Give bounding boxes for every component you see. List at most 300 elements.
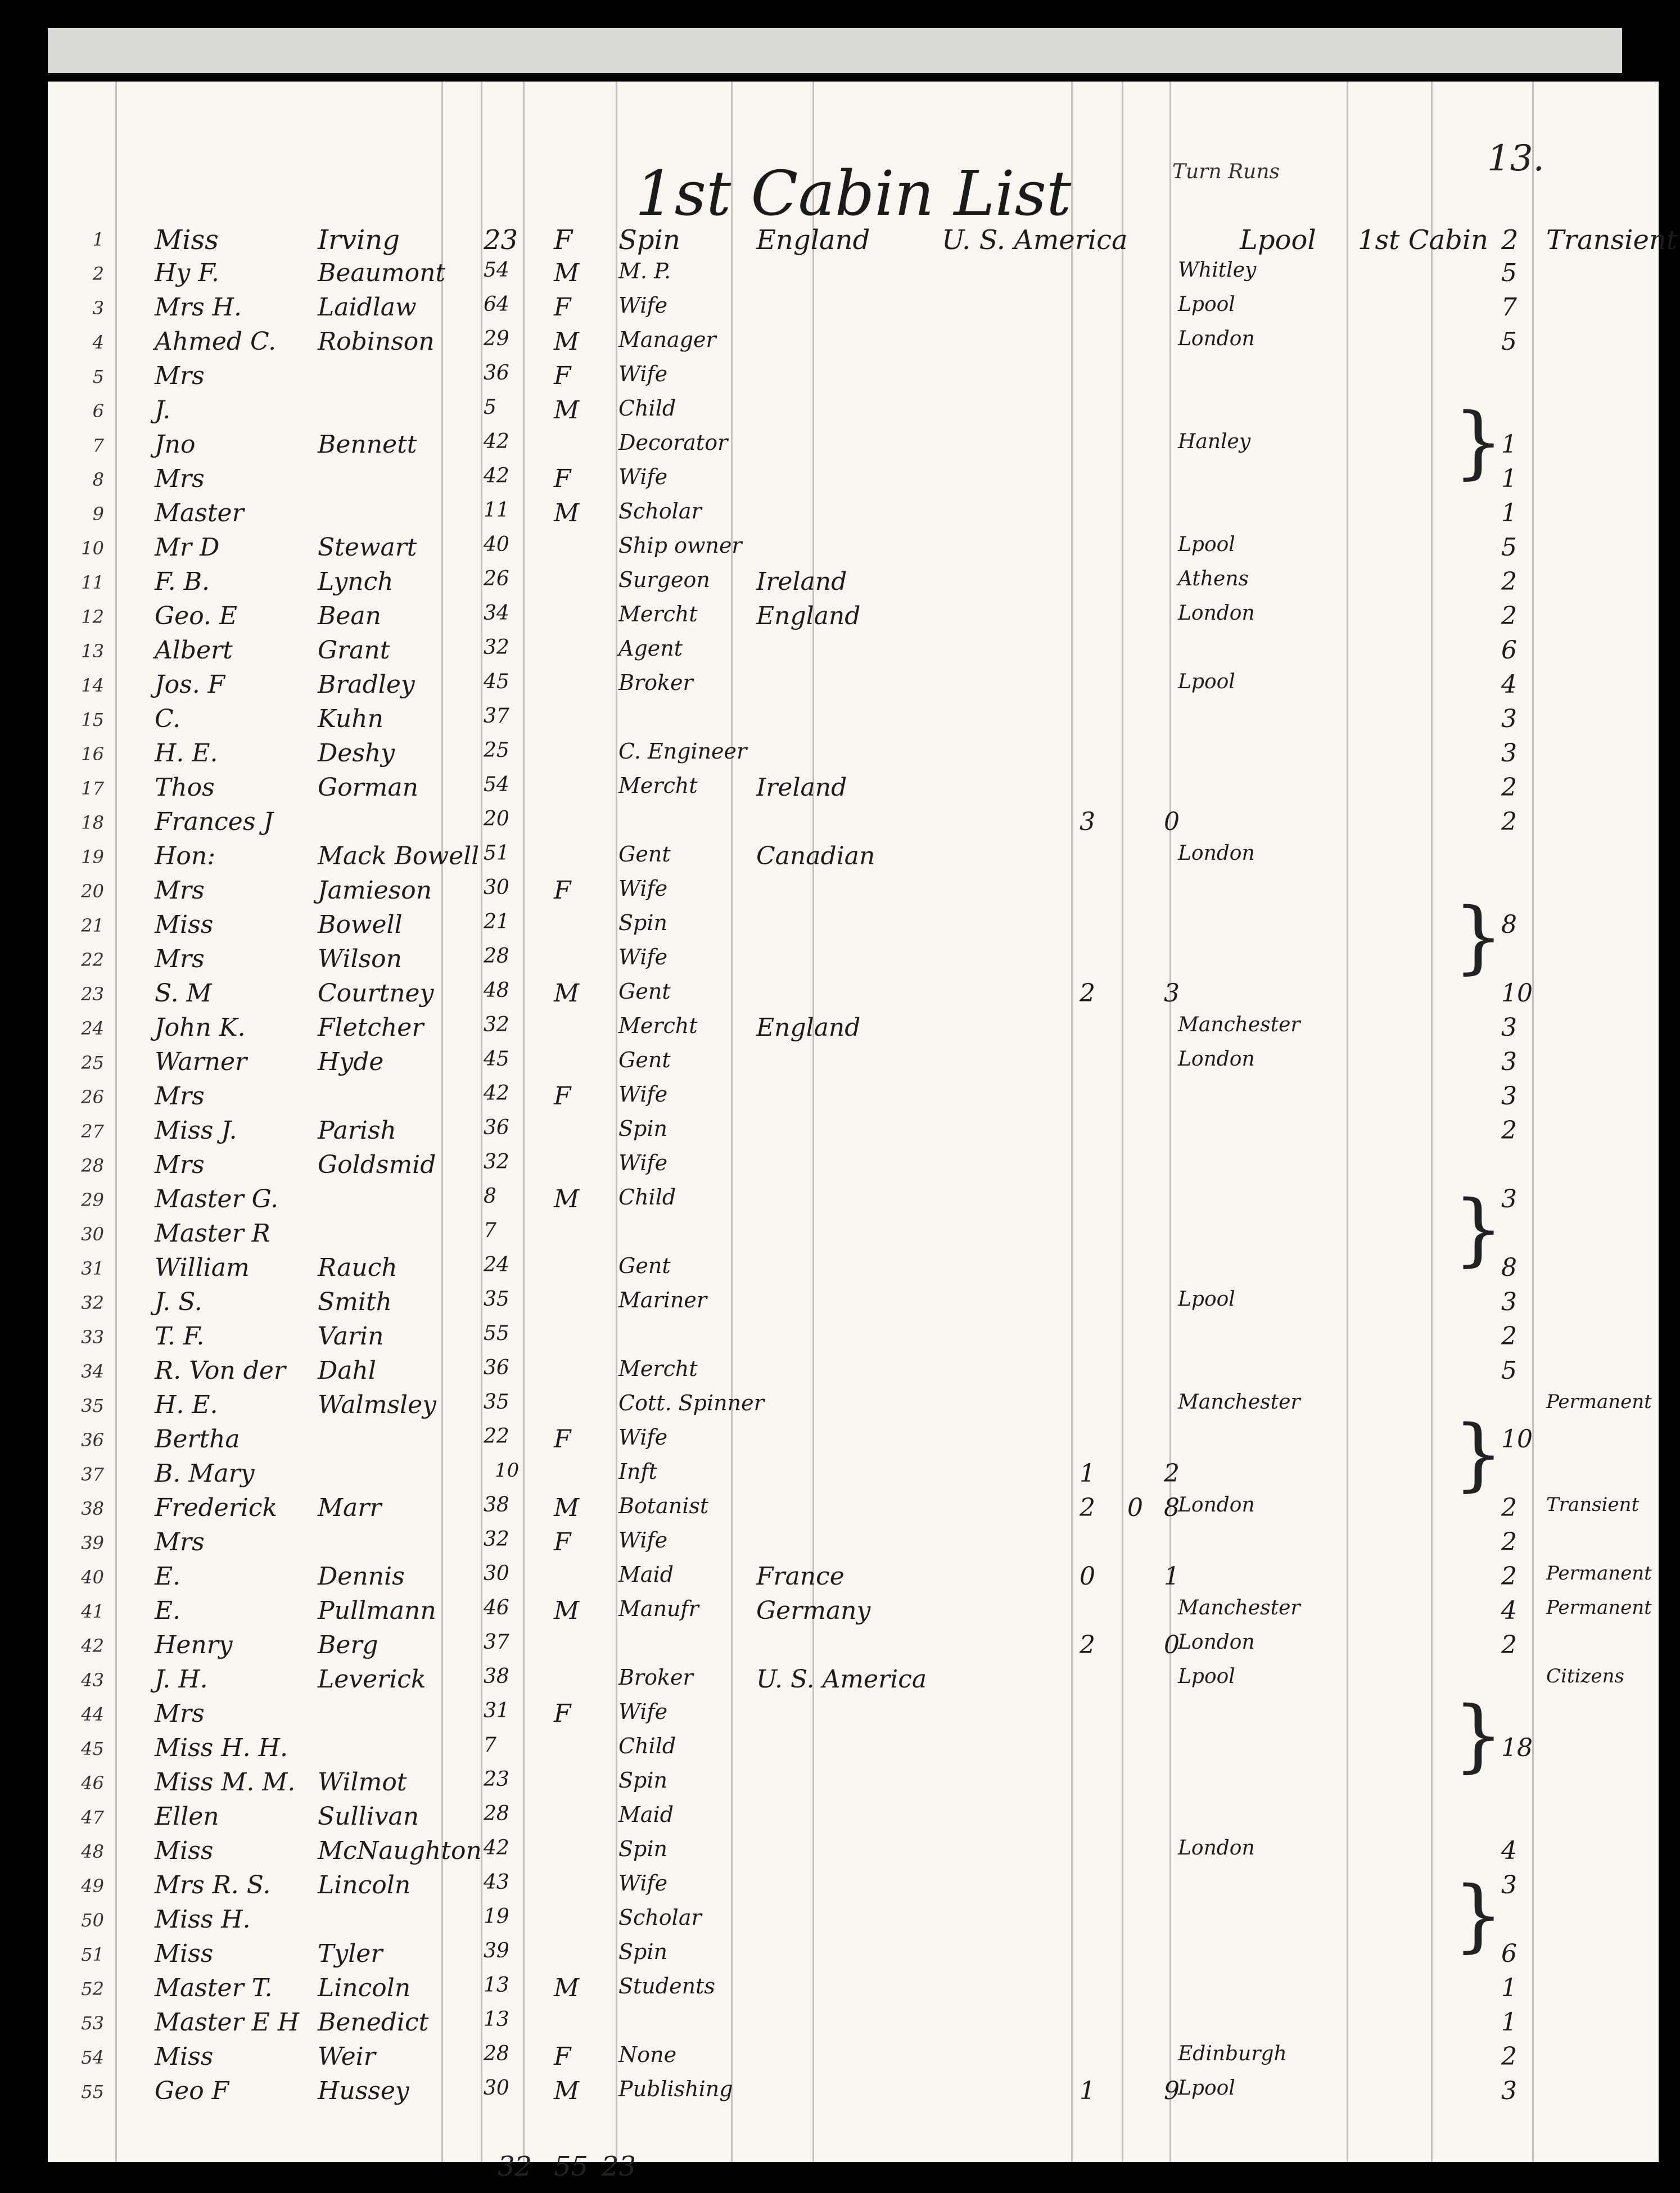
- manifest-row: [48, 1353, 1659, 1387]
- given-name: H. E.: [155, 1391, 218, 1419]
- surname: Dahl: [318, 1356, 376, 1385]
- bags: 6: [1501, 1939, 1517, 1968]
- sex: F: [554, 224, 573, 256]
- manifest-row: [48, 1833, 1659, 1867]
- surname: Stewart: [318, 533, 417, 562]
- row-number: 29: [81, 1189, 104, 1211]
- manifest-row: [48, 633, 1659, 667]
- row-number: 25: [81, 1052, 104, 1073]
- given-name: Miss: [155, 1836, 214, 1865]
- row-number: 30: [81, 1224, 104, 1245]
- bags: 5: [1501, 533, 1517, 562]
- age: 8: [484, 1185, 496, 1208]
- sex: F: [554, 1699, 571, 1728]
- given-name: Albert: [155, 636, 233, 665]
- occupation: Manager: [618, 327, 716, 352]
- given-name: Mrs: [155, 362, 205, 390]
- status: Transient: [1546, 224, 1678, 256]
- days-digit-1: 1: [1080, 1459, 1095, 1488]
- row-number: 13: [81, 640, 104, 662]
- row-number: 28: [81, 1155, 104, 1176]
- bags: 2: [1501, 1493, 1517, 1522]
- sex: M: [554, 1493, 580, 1522]
- port: London: [1178, 1048, 1255, 1071]
- manifest-row: [48, 392, 1659, 427]
- bags: 1: [1501, 2008, 1517, 2037]
- surname: Irving: [318, 224, 400, 256]
- occupation: Child: [618, 1185, 676, 1210]
- port: London: [1178, 842, 1255, 865]
- row-number: 24: [81, 1018, 104, 1039]
- occupation: Botanist: [618, 1493, 709, 1518]
- given-name: H. E.: [155, 739, 218, 768]
- age: 26: [484, 567, 509, 590]
- age: 24: [484, 1253, 509, 1276]
- manifest-row: [48, 1250, 1659, 1284]
- bags: 2: [1501, 1322, 1517, 1351]
- age: 36: [484, 362, 509, 385]
- sex: M: [554, 259, 580, 287]
- port: Athens: [1178, 567, 1249, 590]
- manifest-row: [48, 735, 1659, 770]
- days-digit-3: 8: [1164, 1493, 1180, 1522]
- manifest-row: [48, 221, 1678, 256]
- row-number: 8: [92, 469, 104, 490]
- brace-mark: }: [1453, 1690, 1504, 1781]
- country: Germany: [756, 1596, 871, 1625]
- occupation: Students: [618, 1974, 715, 1998]
- given-name: Mrs: [155, 1528, 205, 1556]
- port: Lpool: [1178, 2077, 1235, 2100]
- row-number: 36: [81, 1429, 104, 1451]
- row-number: 45: [81, 1738, 104, 1759]
- row-number: 49: [81, 1875, 104, 1897]
- given-name: Bertha: [155, 1425, 240, 1454]
- surname: McNaughton: [318, 1836, 482, 1865]
- surname: Kuhn: [318, 705, 383, 733]
- occupation: Scholar: [618, 1905, 702, 1930]
- row-number: 31: [81, 1258, 104, 1279]
- bags: 3: [1501, 2077, 1517, 2105]
- given-name: Mrs: [155, 1150, 205, 1179]
- bags: 10: [1501, 979, 1533, 1008]
- manifest-row: [48, 907, 1659, 941]
- occupation: Wife: [618, 1150, 668, 1175]
- top-note: Turn Runs: [1172, 160, 1280, 183]
- port: Lpool: [1178, 1665, 1235, 1688]
- given-name: Mrs R. S.: [155, 1871, 271, 1899]
- given-name: Mrs H.: [155, 293, 242, 322]
- manifest-row: [48, 1147, 1659, 1181]
- given-name: Mrs: [155, 464, 205, 493]
- given-name: E.: [155, 1562, 181, 1591]
- sex: F: [554, 464, 571, 493]
- age: 13: [484, 2008, 509, 2031]
- row-number: 39: [81, 1532, 104, 1554]
- row-number: 27: [81, 1121, 104, 1142]
- bags: 2: [1501, 1631, 1517, 1659]
- manifest-row: [48, 804, 1659, 838]
- given-name: Jno: [155, 430, 196, 459]
- surname: Varin: [318, 1322, 384, 1351]
- occupation: Spin: [618, 1939, 667, 1964]
- sex: M: [554, 2077, 580, 2105]
- given-name: J. H.: [155, 1665, 208, 1694]
- age: 28: [484, 1802, 509, 1825]
- country: England: [756, 602, 861, 630]
- manifest-row: [48, 598, 1659, 633]
- occupation: Broker: [618, 1665, 693, 1690]
- bags: 4: [1501, 670, 1517, 699]
- manifest-row: [48, 1867, 1659, 1902]
- age: 42: [484, 1082, 509, 1105]
- surname: Deshy: [318, 739, 395, 768]
- status: Permanent: [1546, 1596, 1652, 1619]
- age: 23: [484, 1768, 509, 1791]
- sex: F: [554, 293, 571, 322]
- manifest-row: [48, 1010, 1659, 1044]
- age: 32: [484, 1150, 509, 1174]
- age: 40: [484, 533, 509, 556]
- manifest-row: [48, 427, 1659, 461]
- row-number: 14: [81, 675, 104, 696]
- manifest-row: [48, 701, 1659, 735]
- bags: 3: [1501, 739, 1517, 768]
- row-number: 15: [81, 709, 104, 730]
- occupation: Decorator: [618, 430, 728, 455]
- given-name: Thos: [155, 773, 215, 802]
- manifest-row: [48, 461, 1659, 495]
- age: 11: [484, 499, 509, 522]
- brace-mark: }: [1453, 891, 1504, 983]
- occupation: Mercht: [618, 773, 698, 798]
- bags: 8: [1501, 910, 1517, 939]
- age: 48: [484, 979, 509, 1002]
- given-name: R. Von der: [155, 1356, 286, 1385]
- row-number: 54: [81, 2047, 104, 2068]
- status: Permanent: [1546, 1562, 1652, 1585]
- given-name: Ahmed C.: [155, 327, 277, 356]
- given-name: T. F.: [155, 1322, 205, 1351]
- bags: 8: [1501, 1253, 1517, 1282]
- manifest-row: [48, 324, 1659, 358]
- given-name: S. M: [155, 979, 212, 1008]
- sex: F: [554, 1528, 571, 1556]
- occupation: Wife: [618, 293, 668, 318]
- manifest-row: [48, 564, 1659, 598]
- bags: 4: [1501, 1596, 1517, 1625]
- port: Manchester: [1178, 1596, 1300, 1619]
- status: Permanent: [1546, 1391, 1652, 1413]
- occupation: Wife: [618, 1425, 668, 1450]
- age: 30: [484, 2077, 509, 2100]
- surname: Lincoln: [318, 1871, 411, 1899]
- given-name: Geo F: [155, 2077, 229, 2105]
- sex: M: [554, 327, 580, 356]
- row-number: 41: [81, 1601, 104, 1622]
- row-number: 22: [81, 949, 104, 971]
- given-name: Warner: [155, 1048, 247, 1076]
- occupation: Maid: [618, 1562, 674, 1587]
- age: 31: [484, 1699, 509, 1722]
- row-number: 48: [81, 1841, 104, 1862]
- port: Manchester: [1178, 1013, 1300, 1036]
- occupation: Spin: [618, 1836, 667, 1861]
- row-number: 2: [92, 263, 104, 285]
- surname: Goldsmid: [318, 1150, 436, 1179]
- manifest-row: [48, 1970, 1659, 2005]
- occupation: Mercht: [618, 1356, 698, 1381]
- sex: M: [554, 1974, 580, 2002]
- port: Lpool: [1178, 670, 1235, 693]
- bags: 2: [1501, 1116, 1517, 1145]
- ledger-page: [48, 82, 1678, 2182]
- manifest-row: [48, 1216, 1659, 1250]
- age: 19: [484, 1905, 509, 1928]
- occupation: Spin: [618, 1768, 667, 1793]
- bags: 3: [1501, 1288, 1517, 1316]
- age: 28: [484, 2042, 509, 2065]
- given-name: Miss: [155, 224, 219, 256]
- given-name: Master R: [155, 1219, 270, 1248]
- surname: Parish: [318, 1116, 396, 1145]
- occupation: Ship owner: [618, 533, 742, 558]
- surname: Walmsley: [318, 1391, 436, 1419]
- surname: Hussey: [318, 2077, 409, 2105]
- bags: 2: [1501, 1528, 1517, 1556]
- days-digit-3: 1: [1164, 1562, 1180, 1591]
- age: 20: [484, 807, 509, 831]
- row-number: 7: [92, 435, 104, 456]
- port: London: [1178, 1631, 1255, 1654]
- bags: 3: [1501, 1185, 1517, 1213]
- bags: 3: [1501, 1871, 1517, 1899]
- occupation: Maid: [618, 1802, 674, 1827]
- surname: Bowell: [318, 910, 403, 939]
- bags: 10: [1501, 1425, 1533, 1454]
- total-a: 32: [498, 2151, 532, 2182]
- surname: Rauch: [318, 1253, 398, 1282]
- surname: Lincoln: [318, 1974, 411, 2002]
- age: 5: [484, 396, 496, 419]
- row-number: 34: [81, 1361, 104, 1382]
- days-digit-1: 1: [1080, 2077, 1095, 2105]
- given-name: Mrs: [155, 876, 205, 905]
- surname: Bradley: [318, 670, 415, 699]
- row-number: 38: [81, 1498, 104, 1519]
- manifest-row: [48, 1387, 1659, 1422]
- age: 35: [484, 1391, 509, 1414]
- occupation: Mercht: [618, 1013, 698, 1038]
- port: Whitley: [1178, 259, 1257, 282]
- brace-mark: }: [1453, 396, 1504, 488]
- occupation: Mariner: [618, 1288, 707, 1312]
- bags: 5: [1501, 259, 1517, 287]
- manifest-row: [48, 1559, 1659, 1593]
- days-digit-1: 2: [1080, 1493, 1095, 1522]
- days-digit-1: 2: [1080, 1631, 1095, 1659]
- occupation: Scholar: [618, 499, 702, 524]
- row-number: 26: [81, 1086, 104, 1108]
- given-name: F. B.: [155, 567, 210, 596]
- given-name: C.: [155, 705, 181, 733]
- manifest-row: [48, 1524, 1659, 1559]
- manifest-row: [48, 1627, 1659, 1662]
- age: 21: [484, 910, 509, 933]
- manifest-row: [48, 1422, 1659, 1456]
- surname: Marr: [318, 1493, 382, 1522]
- age: 7: [484, 1219, 496, 1242]
- manifest-row: [48, 1284, 1659, 1319]
- given-name: John K.: [155, 1013, 246, 1042]
- row-number: 37: [81, 1464, 104, 1485]
- surname: Sullivan: [318, 1802, 419, 1831]
- occupation: M. P.: [618, 259, 671, 283]
- age: 37: [484, 1631, 509, 1654]
- sex: F: [554, 2042, 571, 2071]
- occupation: Spin: [618, 1116, 667, 1141]
- age: 64: [484, 293, 509, 316]
- age: 45: [484, 670, 509, 693]
- bags: 5: [1501, 1356, 1517, 1385]
- given-name: E.: [155, 1596, 181, 1625]
- manifest-rows: [48, 221, 1678, 2108]
- surname: Wilmot: [318, 1768, 407, 1797]
- given-name: Henry: [155, 1631, 233, 1659]
- row-number: 52: [81, 1978, 104, 2000]
- port: Manchester: [1178, 1391, 1300, 1414]
- given-name: Miss H. H.: [155, 1734, 288, 1762]
- occupation: Child: [618, 1734, 676, 1758]
- given-name: Miss: [155, 2042, 214, 2071]
- occupation: Surgeon: [618, 567, 710, 592]
- row-number: 16: [81, 743, 104, 765]
- manifest-row: [48, 1936, 1659, 1970]
- age: 30: [484, 876, 509, 899]
- manifest-row: [48, 1902, 1659, 1936]
- manifest-row: [48, 2039, 1659, 2073]
- sex: F: [554, 362, 571, 390]
- occupation: C. Engineer: [618, 739, 747, 764]
- occupation: None: [618, 2042, 677, 2067]
- age: 39: [484, 1939, 509, 1962]
- bags: 3: [1501, 1048, 1517, 1076]
- age: 25: [484, 739, 509, 762]
- sex: M: [554, 1596, 580, 1625]
- occupation: Gent: [618, 979, 671, 1004]
- occupation: Spin: [618, 910, 667, 935]
- status: Transient: [1546, 1493, 1640, 1516]
- port: London: [1178, 327, 1255, 350]
- bags: 2: [1501, 567, 1517, 596]
- occupation: Inft: [618, 1459, 657, 1484]
- given-name: Miss M. M.: [155, 1768, 296, 1797]
- occupation: Wife: [618, 1082, 668, 1107]
- sex: M: [554, 979, 580, 1008]
- given-name: Ellen: [155, 1802, 219, 1831]
- exempt-year: 10: [495, 1459, 520, 1482]
- manifest-row: [48, 1662, 1659, 1696]
- surname: Beaumont: [318, 259, 446, 287]
- manifest-row: [48, 358, 1659, 392]
- given-name: Miss H.: [155, 1905, 251, 1934]
- manifest-row: [48, 495, 1659, 530]
- bags: 1: [1501, 464, 1517, 493]
- bags: 7: [1501, 293, 1517, 322]
- row-number: 50: [81, 1910, 104, 1931]
- age: 54: [484, 773, 509, 796]
- manifest-row: [48, 941, 1659, 976]
- country: France: [756, 1562, 844, 1591]
- bags: 2: [1501, 602, 1517, 630]
- given-name: Master T.: [155, 1974, 273, 2002]
- age: 7: [484, 1734, 496, 1757]
- age: 30: [484, 1562, 509, 1585]
- sex: F: [554, 876, 571, 905]
- bags: 2: [1501, 2042, 1517, 2071]
- bags: 4: [1501, 1836, 1517, 1865]
- surname: Laidlaw: [318, 293, 417, 322]
- given-name: Geo. E: [155, 602, 237, 630]
- bags: 3: [1501, 1082, 1517, 1111]
- row-number: 44: [81, 1704, 104, 1725]
- row-number: 10: [81, 538, 104, 559]
- row-number: 33: [81, 1326, 104, 1348]
- given-name: Frederick: [155, 1493, 278, 1522]
- occupation: Gent: [618, 1253, 671, 1278]
- surname: Lynch: [318, 567, 394, 596]
- age: 29: [484, 327, 509, 350]
- bags: 1: [1501, 499, 1517, 527]
- days-digit-3: 0: [1164, 807, 1180, 836]
- bags: 5: [1501, 327, 1517, 356]
- surname: Bennett: [318, 430, 417, 459]
- row-number: 12: [81, 606, 104, 628]
- given-name: Hon:: [155, 842, 216, 870]
- row-number: 43: [81, 1669, 104, 1691]
- country: Canadian: [756, 842, 875, 870]
- port: London: [1178, 1836, 1255, 1860]
- manifest-row: [48, 1113, 1659, 1147]
- age: 38: [484, 1665, 509, 1688]
- age: 23: [484, 224, 518, 256]
- occupation: Wife: [618, 876, 668, 901]
- occupation: Gent: [618, 1048, 671, 1072]
- row-number: 6: [92, 400, 104, 422]
- occupation: Manufr: [618, 1596, 699, 1621]
- country: England: [756, 1013, 861, 1042]
- manifest-row: [48, 1765, 1659, 1799]
- manifest-row: [48, 976, 1659, 1010]
- days-digit-1: 3: [1080, 807, 1095, 836]
- manifest-row: [48, 255, 1659, 290]
- sex: F: [554, 1082, 571, 1111]
- country: Ireland: [756, 773, 847, 802]
- manifest-row: [48, 1456, 1659, 1490]
- given-name: William: [155, 1253, 250, 1282]
- days-digit-3: 2: [1164, 1459, 1180, 1488]
- given-name: Jos. F: [155, 670, 225, 699]
- port: Hanley: [1178, 430, 1251, 453]
- days-digit-3: 9: [1164, 2077, 1180, 2105]
- given-name: Master E H: [155, 2008, 300, 2037]
- brace-mark: }: [1453, 1870, 1504, 1961]
- manifest-row: [48, 2005, 1659, 2039]
- row-number: 3: [92, 297, 104, 319]
- total-b: 55: [554, 2151, 589, 2182]
- manifest-row: [48, 290, 1659, 324]
- occupation: Publishing: [618, 2077, 733, 2101]
